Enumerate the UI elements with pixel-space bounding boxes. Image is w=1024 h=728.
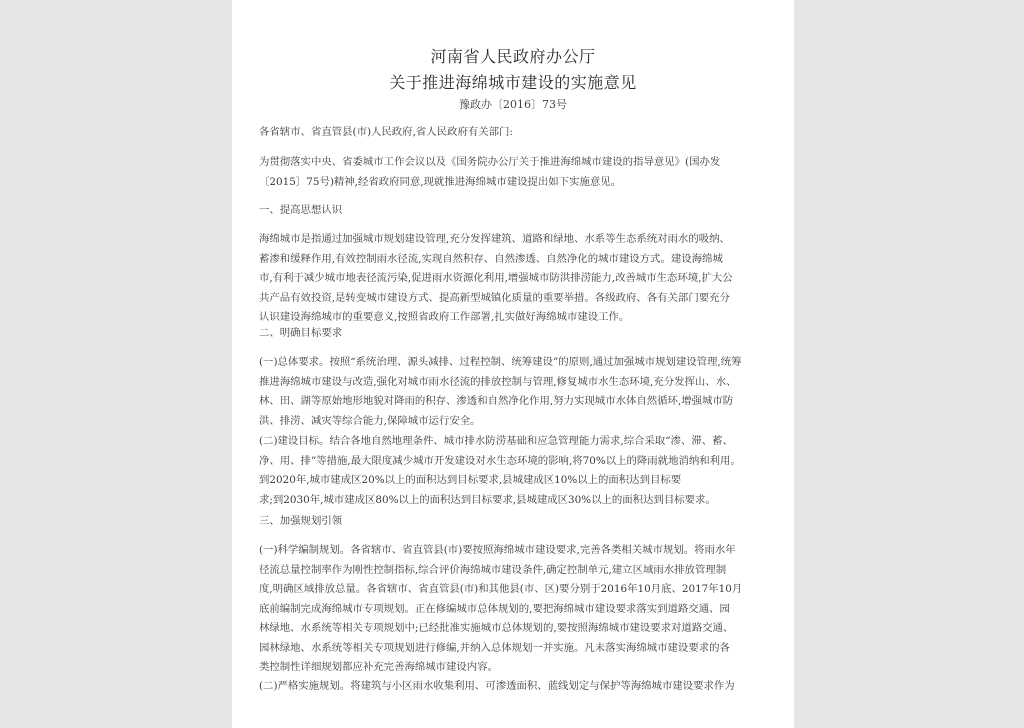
salutation: [259, 123, 773, 143]
section2-line: 到2020年,城市建成区20%以上的面积达到目标要求,县城建成区10%以上的面积达到目标要: [259, 474, 682, 486]
section1-line: 市,有利于减少城市地表径流污染,促进雨水资源化利用,增强城市防洪排涝能力,改善城市生态环境,扩大公: [259, 272, 733, 284]
section2-paragraph-1: [259, 353, 773, 431]
section3-line: (一)科学编制规划。各省辖市、省直管县(市)要按照海绵城市建设要求,完善各类相关城市规划。将雨水年: [259, 544, 736, 556]
section-heading-1: [259, 201, 773, 221]
section1-line: 共产品有效投资,是转变城市建设方式、提高新型城镇化质量的重要举措。各级政府、各有关部门要充分: [259, 291, 730, 304]
section3-line: 度,明确区域排放总量。各省辖市、省直管县(市)和其他县(市、区)要分别于2016年10月底、2017年10月: [259, 583, 743, 595]
section2-paragraph-2: [259, 432, 773, 510]
section2-line: 推进海绵城市建设与改造,强化对城市雨水径流的排放控制与管理,修复城市水生态环境,充分发挥山、水、: [259, 375, 737, 388]
section3-line: (二)严格实施规划。将建筑与小区雨水收集利用、可渗透面积、蓝线划定与保护等海绵城市建设要求作为: [259, 680, 735, 692]
section2-line: 林、田、湖等原始地形地貌对降雨的积存、渗透和自然净化作用,努力实现城市水体自然循环,增强城市防: [259, 395, 734, 407]
section3-line: 林绿地、水系统等相关专项规划中;已经批准实施城市总体规划的,要按照海绵城市建设要求对道路交通、: [259, 622, 734, 634]
section2-line: 求;到2030年,城市建成区80%以上的面积达到目标要求,县城建成区30%以上的面积达到目标要求。: [259, 493, 716, 506]
document-number: 豫政办〔2016〕73号: [459, 98, 567, 111]
section-heading-2: [259, 324, 773, 344]
section2-line: (一)总体要求。按照“系统治理、源头减排、过程控制、统筹建设”的原则,通过加强城市规划建设管理,统筹: [259, 356, 742, 368]
section2-line: 洪、排涝、减灾等综合能力,保障城市运行安全。: [259, 414, 481, 427]
intro-line: 〔2015〕75号)精神,经省政府同意,现就推进海绵城市建设提出如下实施意见。: [259, 175, 622, 188]
section-heading-text: 二、明确目标要求: [259, 327, 343, 339]
section1-line: 认识建设海绵城市的重要意义,按照省政府工作部署,扎实做好海绵城市建设工作。: [259, 311, 630, 323]
section3-line: 类控制性详细规划都应补充完善海绵城市建设内容。: [259, 661, 498, 673]
salutation-text: 各省辖市、省直管县(市)人民政府,省人民政府有关部门:: [259, 126, 513, 138]
section2-line: (二)建设目标。结合各地自然地理条件、城市排水防涝基础和应急管理能力需求,综合采取“渗、滞、蓄、: [259, 435, 733, 447]
section3-line: 园林绿地、水系统等相关专项规划进行修编,并纳入总体规划一并实施。凡未落实海绵城市建设要求的各: [259, 641, 730, 654]
intro-line: 为贯彻落实中央、省委城市工作会议以及《国务院办公厅关于推进海绵城市建设的指导意见》(国办发: [259, 156, 721, 168]
section2-line: 净、用、排”等措施,最大限度减少城市开发建设对水生态环境的影响,将70%以上的降雨就地消纳和利用。: [259, 454, 741, 467]
section3-line: 底前编制完成海绵城市专项规划。正在修编城市总体规划的,要把海绵城市建设要求落实到道路交通、园: [259, 602, 730, 615]
section3-line: 径流总量控制率作为刚性控制指标,综合评价海绵城市建设条件,确定控制单元,建立区域雨水排放管理制: [259, 563, 727, 576]
section-heading-3: [259, 512, 773, 532]
section1-line: 蓄渗和缓释作用,有效控制雨水径流,实现自然积存、自然渗透、自然净化的城市建设方式。建设海绵城: [259, 252, 723, 265]
section-heading-text: 一、提高思想认识: [259, 204, 343, 216]
document-title-line-1: 河南省人民政府办公厅: [430, 47, 596, 66]
section1-line: 海绵城市是指通过加强城市规划建设管理,充分发挥建筑、道路和绿地、水系等生态系统对雨水的吸纳、: [259, 233, 730, 245]
document-page: [232, 0, 794, 728]
section1-paragraph: [259, 230, 773, 328]
document-title-line-2: 关于推进海绵城市建设的实施意见: [389, 73, 637, 92]
intro-paragraph: [259, 153, 773, 192]
section3-paragraph-1: [259, 541, 773, 678]
section3-paragraph-2: [259, 677, 773, 697]
section-heading-text: 三、加强规划引领: [259, 515, 343, 527]
